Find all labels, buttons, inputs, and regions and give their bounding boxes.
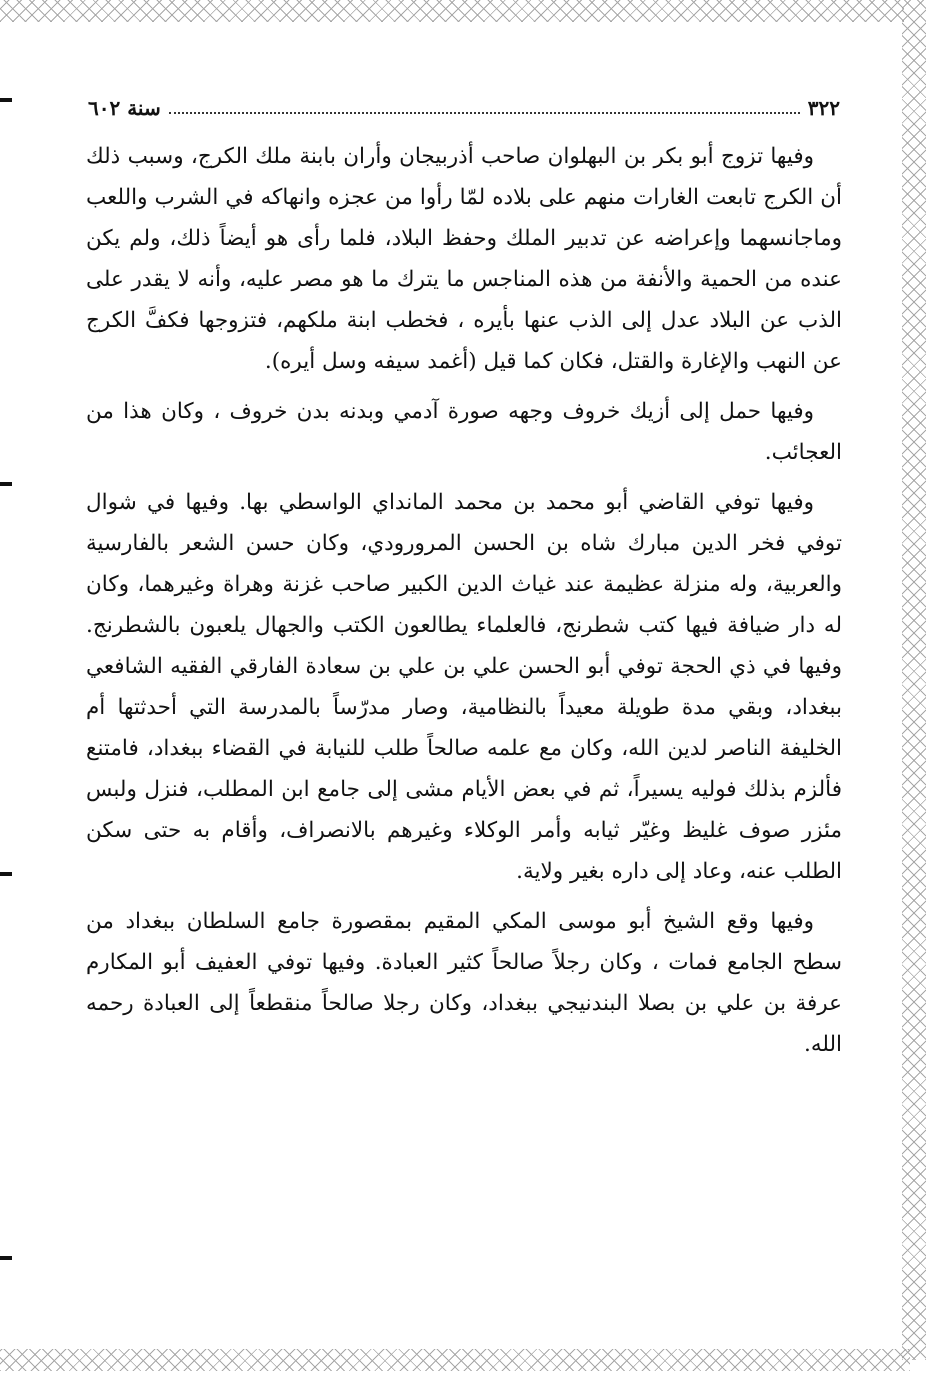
margin-mark — [0, 1256, 12, 1260]
decorative-border-bottom — [0, 1349, 910, 1371]
margin-mark — [0, 872, 12, 876]
page-body — [86, 136, 842, 1065]
decorative-border-right — [902, 0, 926, 1360]
paragraph: وفيها تزوج أبو بكر بن البهلوان صاحب أذربيجان وأران بابنة ملك الكرج، وسبب ذلك أن الكرج تابعت الغارات منهم على بلاده لمّا رأوا من عجزه وانهاكه في الشرب واللعب وماجانسهما وإعراضه عن تدبير الملك وحفظ البلاد، فلما رأى هو أيضاً ذلك، ولم يكن عنده من الحمية والأنفة من هذه المناجس ما يترك ما هو مصر عليه، وأنه لا يقدر على الذب عن البلاد عدل إلى الذب عنها بأيره ، فخطب ابنة ملكهم، فتزوجها فكفَّ الكرج عن النهب والإغارة والقتل، فكان كما قيل (أغمد سيفه وسل أيره). — [86, 144, 842, 374]
year-title: سنة ٦٠٢ — [88, 96, 161, 120]
margin-mark — [0, 482, 12, 486]
decorative-border-top — [0, 0, 904, 22]
page-number: ٣٢٢ — [807, 96, 840, 120]
paragraph: وفيها حمل إلى أزيك خروف وجهه صورة آدمي وبدنه بدن خروف ، وكان هذا من العجائب. — [86, 399, 842, 465]
margin-mark — [0, 98, 12, 102]
paragraph: وفيها وقع الشيخ أبو موسى المكي المقيم بمقصورة جامع السلطان ببغداد من سطح الجامع فمات ، وكان رجلاً صالحاً كثير العبادة. وفيها توفي العفيف أبو المكارم عرفة بن علي بن بصلا البندنيجي ببغداد، وكان رجلا صالحاً منقطعاً إلى العبادة رحمه الله. — [86, 909, 842, 1057]
paragraph: وفيها توفي القاضي أبو محمد بن محمد المانداي الواسطي بها. وفيها في شوال توفي فخر الدين مبارك شاه بن الحسن المرورودي، وكان حسن الشعر بالفارسية والعربية، وله منزلة عظيمة عند غياث الدين الكبير صاحب غزنة وهراة وغيرهما، وكان له دار ضيافة فيها كتب شطرنج، فالعلماء يطالعون الكتب والجهال يلعبون بالشطرنج. وفيها في ذي الحجة توفي أبو الحسن علي بن علي بن سعادة الفارقي الفقيه الشافعي ببغداد، وبقي مدة طويلة معيداً بالنظامية، وصار مدرّساً بالمدرسة التي أحدثتها أم الخليفة الناصر لدين الله، وكان مع علمه صالحاً طلب للنيابة في القضاء ببغداد، فامتنع فألزم بذلك فوليه يسيراً، ثم في بعض الأيام مشى إلى جامع ابن المطلب، فنزل ولبس مئزر صوف غليظ وغيّر ثيابه وأمر الوكلاء وغيرهم بالانصراف، وأقام به حتى سكن الطلب عنه، وعاد إلى داره بغير ولاية. — [86, 490, 842, 884]
header-dotted-rule — [169, 112, 800, 114]
running-header — [88, 84, 840, 120]
